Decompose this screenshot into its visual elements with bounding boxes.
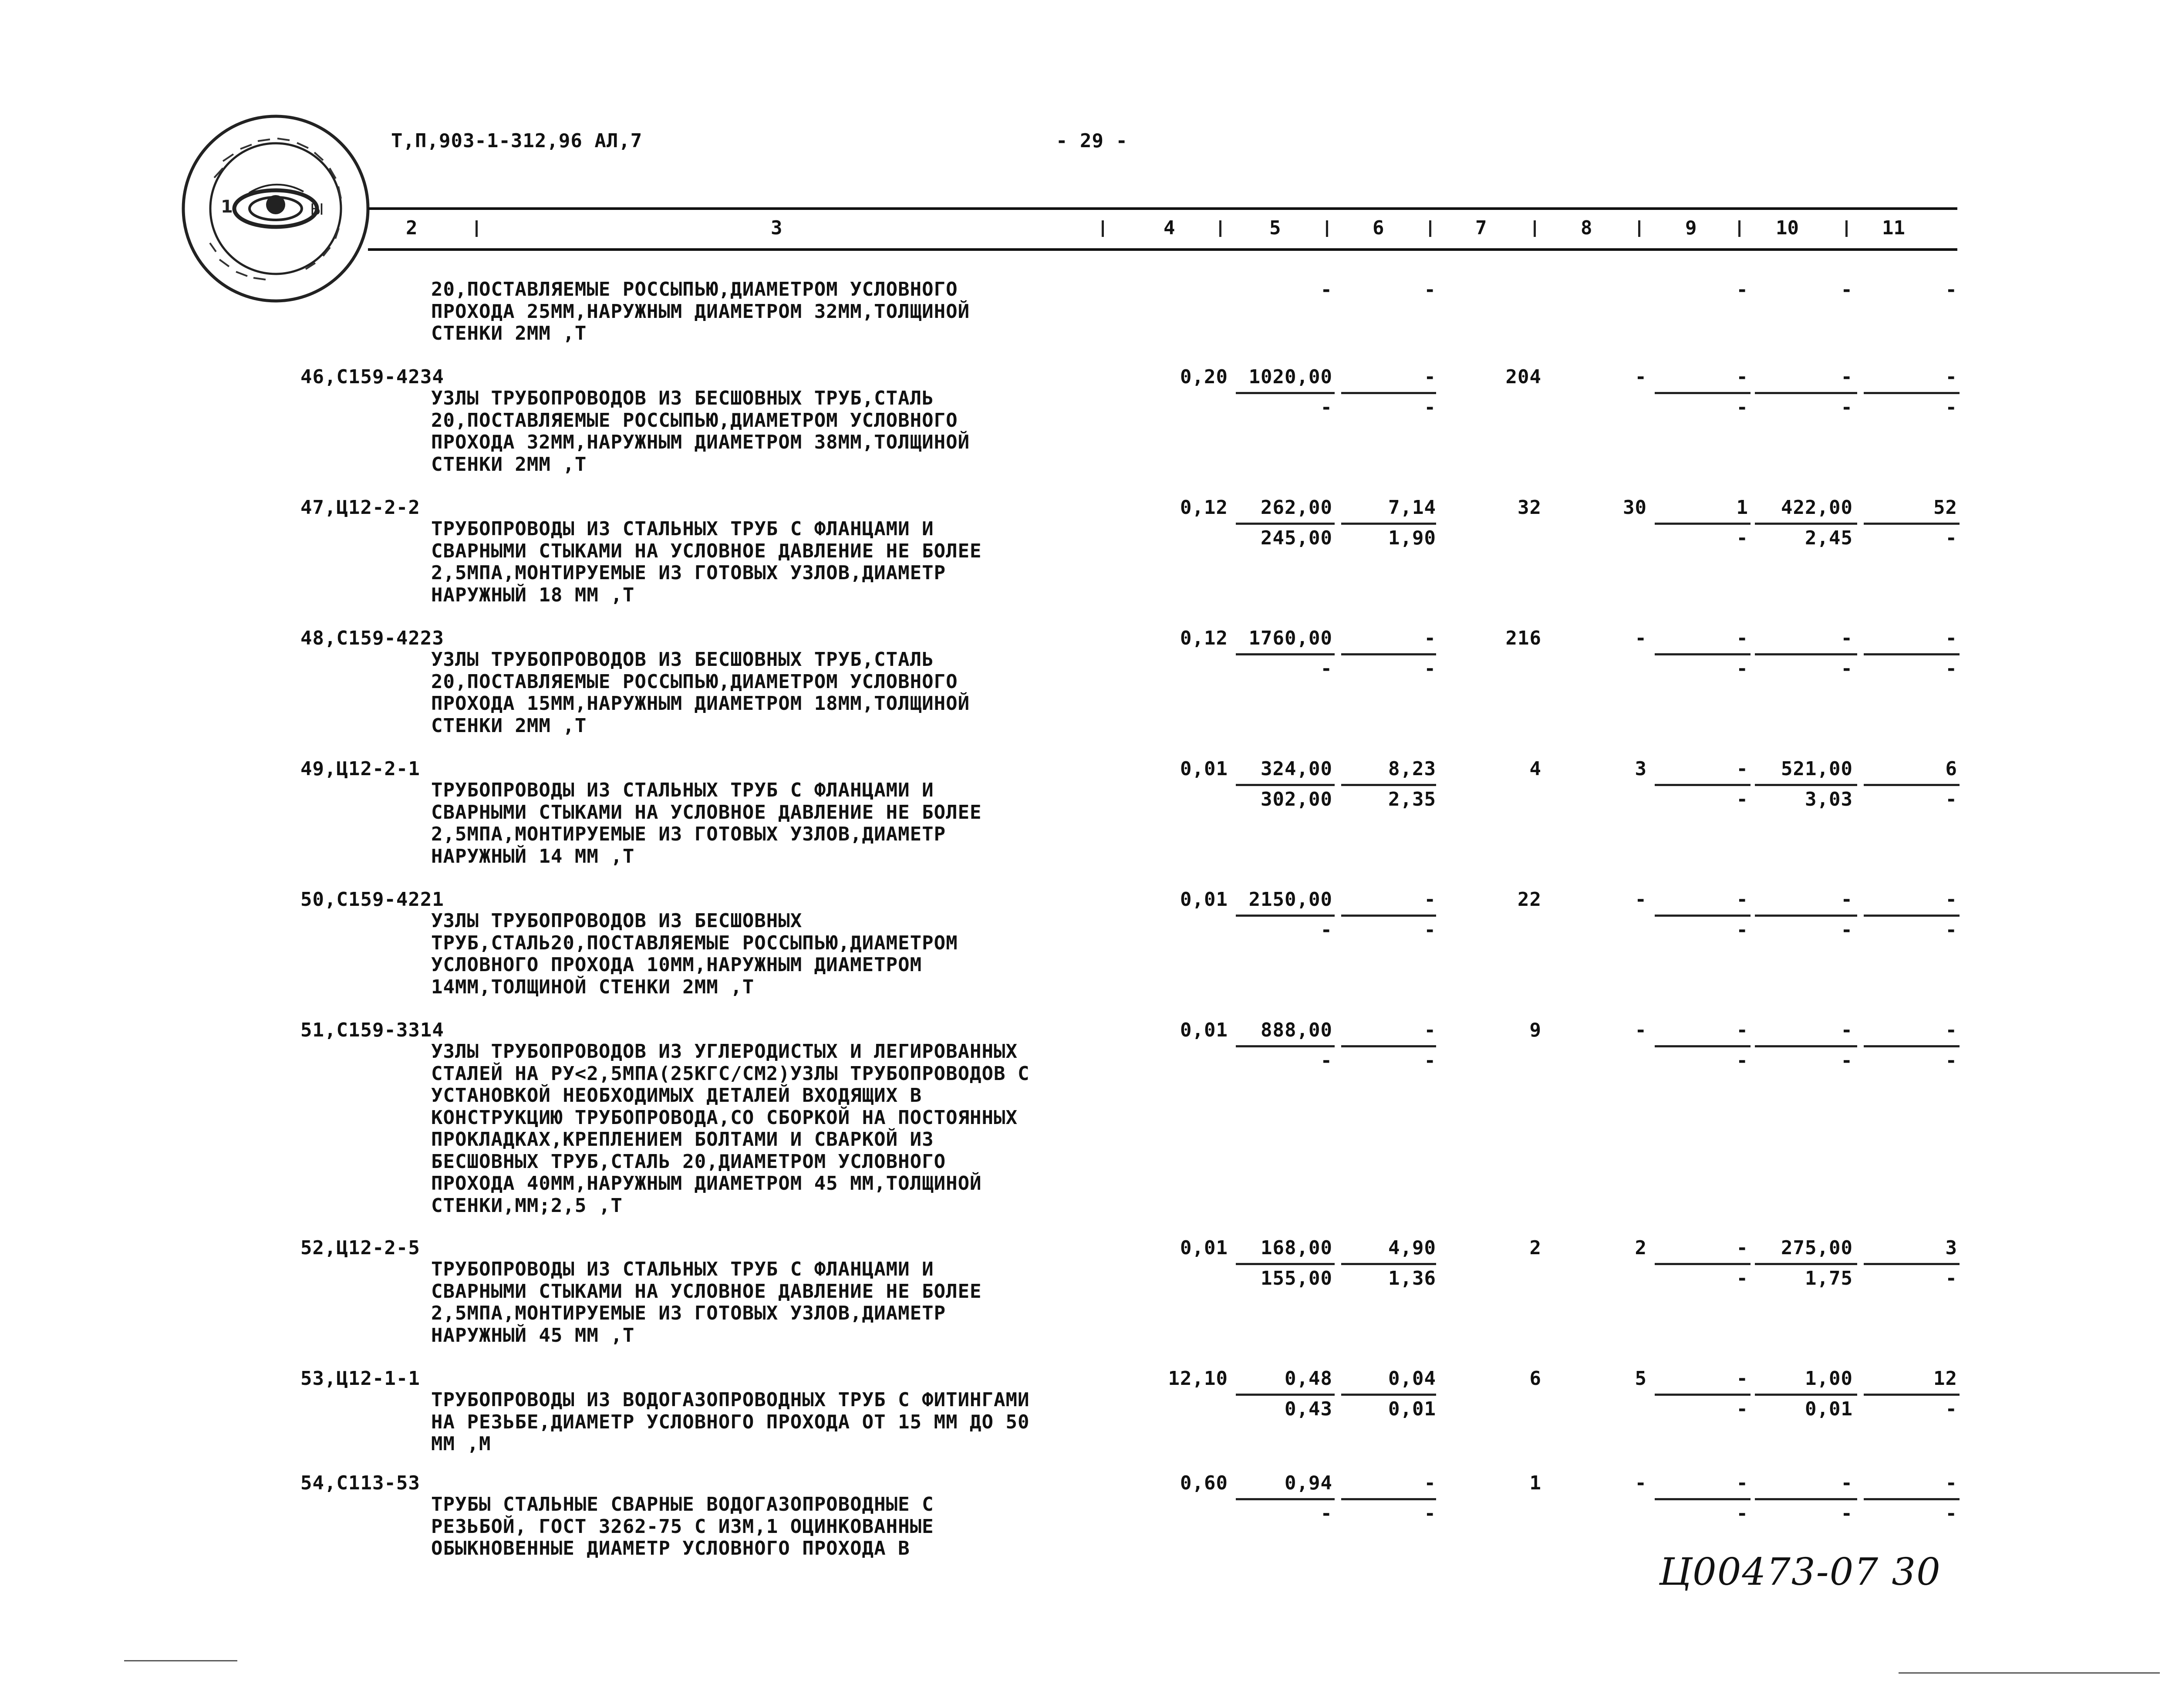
row-description-line: ПРОХОДА 32ММ,НАРУЖНЫМ ДИАМЕТРОМ 38ММ,ТОЛЩИНОЙ	[431, 431, 970, 453]
cell-c10-lower: -	[1841, 658, 1853, 680]
cell-c11-lower: -	[1945, 919, 1957, 941]
cell-c9: 1	[1736, 496, 1748, 519]
row-code: 54,С113-53	[300, 1472, 420, 1494]
cell-c5-lower: -	[1320, 396, 1332, 419]
cell-c9-lower: -	[1736, 396, 1748, 419]
cell-c5-lower: -	[1320, 919, 1332, 941]
fraction-divider	[1755, 653, 1857, 655]
fraction-divider	[1341, 392, 1436, 394]
handwritten-reference: Ц00473-07 30	[1659, 1550, 1941, 1594]
cell-c4: 0,01	[1180, 888, 1228, 911]
column-header-9: 9	[1685, 217, 1697, 239]
organisation-stamp	[179, 112, 372, 305]
cell-c10: 1,00	[1805, 1367, 1853, 1390]
cell-c8: -	[1635, 627, 1647, 649]
svg-text:Ы: Ы	[310, 201, 324, 219]
cell-c7: 204	[1505, 366, 1541, 388]
row-description-line: ПРОХОДА 15ММ,НАРУЖНЫМ ДИАМЕТРОМ 18ММ,ТОЛЩИНОЙ	[431, 692, 970, 715]
cell-c5: 168,00	[1261, 1237, 1332, 1259]
cell-c11: 12	[1933, 1367, 1957, 1390]
cell-c10: -	[1841, 366, 1853, 388]
header-rule-top	[368, 207, 1957, 210]
cell-c7: 1	[1529, 1472, 1541, 1494]
cell-c8: -	[1635, 366, 1647, 388]
fraction-divider	[1864, 392, 1960, 394]
fraction-divider	[1864, 784, 1960, 786]
cell-c10: 275,00	[1781, 1237, 1853, 1259]
fraction-divider	[1655, 523, 1751, 525]
fraction-divider	[1755, 1263, 1857, 1265]
cell-c6-lower: 1,90	[1388, 527, 1436, 549]
row-description-line: 2,5МПА,МОНТИРУЕМЫЕ ИЗ ГОТОВЫХ УЗЛОВ,ДИАМЕТР	[431, 1302, 946, 1324]
cell-c4: 0,12	[1180, 496, 1228, 519]
cell-c11-lower: -	[1945, 396, 1957, 419]
cell-c5: 2150,00	[1248, 888, 1332, 911]
row-description-line: СТЕНКИ 2ММ ,Т	[431, 322, 587, 344]
row-description-line: УЗЛЫ ТРУБОПРОВОДОВ ИЗ БЕСШОВНЫХ	[431, 910, 803, 932]
cell-c5-lower: 302,00	[1261, 788, 1332, 810]
cell-c4: 12,10	[1168, 1367, 1228, 1390]
cell-c11: 3	[1945, 1237, 1957, 1259]
cell-c11-lower: -	[1945, 658, 1957, 680]
cell-c8: 3	[1635, 758, 1647, 780]
cell-c5-lower: 155,00	[1261, 1267, 1332, 1289]
cell-c10-lower: -	[1841, 919, 1853, 941]
row-description-line: СТЕНКИ 2ММ ,Т	[431, 714, 587, 737]
cell-c5-lower: -	[1320, 658, 1332, 680]
cell-c11-lower: -	[1945, 1398, 1957, 1420]
fraction-divider	[1236, 392, 1335, 394]
cell-c10-lower: -	[1841, 1050, 1853, 1072]
cell-c11-lower: -	[1945, 527, 1957, 549]
fraction-divider	[1755, 1045, 1857, 1047]
cell-c4: 0,60	[1180, 1472, 1228, 1494]
cell-c11: 6	[1945, 758, 1957, 780]
row-description-line: 14ММ,ТОЛЩИНОЙ СТЕНКИ 2ММ ,Т	[431, 976, 755, 998]
cell-c6-lower: 1,36	[1388, 1267, 1436, 1289]
cell-c9: -	[1736, 627, 1748, 649]
cell-c9: -	[1736, 1472, 1748, 1494]
row-description-line: УЗЛЫ ТРУБОПРОВОДОВ ИЗ УГЛЕРОДИСТЫХ И ЛЕГИРОВАННЫХ	[431, 1040, 1018, 1063]
column-divider	[1845, 220, 1848, 237]
row-description-line: ПРОКЛАДКАХ,КРЕПЛЕНИЕМ БОЛТАМИ И СВАРКОЙ ИЗ	[431, 1128, 934, 1151]
fraction-divider	[1864, 523, 1960, 525]
cell-c9: -	[1736, 1237, 1748, 1259]
cell-c7: 6	[1529, 1367, 1541, 1390]
row-description-line: СВАРНЫМИ СТЫКАМИ НА УСЛОВНОЕ ДАВЛЕНИЕ НЕ БОЛЕЕ	[431, 801, 982, 824]
row-code: 50,С159-4221	[300, 888, 444, 911]
cell-c10: 422,00	[1781, 496, 1853, 519]
fraction-divider	[1341, 523, 1436, 525]
column-header-6: 6	[1373, 217, 1384, 239]
cell-c6: 8,23	[1388, 758, 1436, 780]
fraction-divider	[1864, 1045, 1960, 1047]
fraction-divider	[1236, 1498, 1335, 1500]
cell-c5: 888,00	[1261, 1019, 1332, 1041]
column-header-7: 7	[1475, 217, 1487, 239]
cell-c4: 0,01	[1180, 758, 1228, 780]
cell-c5-lower: -	[1320, 1050, 1332, 1072]
fraction-divider	[1755, 1498, 1857, 1500]
cell-c9-lower: -	[1736, 919, 1748, 941]
cell-c10: 521,00	[1781, 758, 1853, 780]
row-description-line: УСТАНОВКОЙ НЕОБХОДИМЫХ ДЕТАЛЕЙ ВХОДЯЩИХ В	[431, 1084, 922, 1107]
cell-c6-lower: -	[1424, 1502, 1436, 1525]
cell-c9-lower: -	[1736, 1502, 1748, 1525]
row-description-line: ТРУБОПРОВОДЫ ИЗ СТАЛЬНЫХ ТРУБ С ФЛАНЦАМИ И	[431, 518, 934, 540]
fraction-divider	[1236, 523, 1335, 525]
row-description-line: 2,5МПА,МОНТИРУЕМЫЕ ИЗ ГОТОВЫХ УЗЛОВ,ДИАМЕТР	[431, 562, 946, 584]
cell-c10: -	[1841, 1019, 1853, 1041]
cell-c8: -	[1635, 1019, 1647, 1041]
row-description-line: БЕСШОВНЫХ ТРУБ,СТАЛЬ 20,ДИАМЕТРОМ УСЛОВНОГО	[431, 1150, 946, 1173]
cell-c7: 9	[1529, 1019, 1541, 1041]
fraction-divider	[1655, 1045, 1751, 1047]
page-number: - 29 -	[1056, 130, 1128, 152]
cell-c8: 2	[1635, 1237, 1647, 1259]
row-description-line: СТЕНКИ 2ММ ,Т	[431, 453, 587, 476]
cell-c7: 216	[1505, 627, 1541, 649]
cell-c9-lower: -	[1736, 1267, 1748, 1289]
row-code: 53,Ц12-1-1	[300, 1367, 420, 1390]
cell-c4: 0,20	[1180, 366, 1228, 388]
cell-c6-lower: -	[1424, 1050, 1436, 1072]
row-description-line: КОНСТРУКЦИЮ ТРУБОПРОВОДА,СО СБОРКОЙ НА ПОСТОЯННЫХ	[431, 1106, 1018, 1129]
cell-c4: 0,12	[1180, 627, 1228, 649]
fraction-divider	[1341, 784, 1436, 786]
cell-c11: -	[1945, 888, 1957, 911]
svg-text:1: 1	[221, 197, 233, 217]
fraction-divider	[1236, 1045, 1335, 1047]
row-description-line: СТАЛЕЙ НА РУ<2,5МПА(25КГС/СМ2)УЗЛЫ ТРУБОПРОВОДОВ С	[431, 1062, 1030, 1085]
cell-c6: 4,90	[1388, 1237, 1436, 1259]
cell-c9-lower: -	[1736, 788, 1748, 810]
fraction-divider	[1341, 1498, 1436, 1500]
document-reference: Т,П,903-1-312,96 АЛ,7	[391, 130, 643, 152]
cell-c11: -	[1945, 627, 1957, 649]
row-description-line: 20,ПОСТАВЛЯЕМЫЕ РОССЫПЬЮ,ДИАМЕТРОМ УСЛОВНОГО	[431, 278, 958, 300]
row-description-line: ПРОХОДА 40ММ,НАРУЖНЫМ ДИАМЕТРОМ 45 ММ,ТОЛЩИНОЙ	[431, 1172, 982, 1195]
row-description-line: НАРУЖНЫЙ 14 ММ ,Т	[431, 845, 635, 868]
row-description-line: 20,ПОСТАВЛЯЕМЫЕ РОССЫПЬЮ,ДИАМЕТРОМ УСЛОВНОГО	[431, 670, 958, 693]
cell-c9: -	[1736, 279, 1748, 301]
column-header-3: 3	[771, 217, 783, 239]
row-description-line: ПРОХОДА 25ММ,НАРУЖНЫМ ДИАМЕТРОМ 32ММ,ТОЛЩИНОЙ	[431, 300, 970, 323]
cell-c6: -	[1424, 627, 1436, 649]
column-divider	[1738, 220, 1740, 237]
cell-c6-lower: -	[1424, 658, 1436, 680]
fraction-divider	[1864, 915, 1960, 917]
column-divider	[1429, 220, 1431, 237]
cell-c6: -	[1424, 888, 1436, 911]
fraction-divider	[1655, 1394, 1751, 1396]
cell-c9: -	[1736, 888, 1748, 911]
cell-c11: -	[1945, 1019, 1957, 1041]
cell-c9-lower: -	[1736, 527, 1748, 549]
cell-c11-lower: -	[1945, 1267, 1957, 1289]
cell-c7: 22	[1518, 888, 1541, 911]
row-description-line: СТЕНКИ,ММ;2,5 ,Т	[431, 1194, 623, 1217]
column-divider	[1102, 220, 1104, 237]
fraction-divider	[1864, 1498, 1960, 1500]
cell-c4: 0,01	[1180, 1019, 1228, 1041]
cell-c11: -	[1945, 366, 1957, 388]
cell-c6: 7,14	[1388, 496, 1436, 519]
column-divider	[1326, 220, 1328, 237]
fraction-divider	[1755, 915, 1857, 917]
fraction-divider	[1236, 653, 1335, 655]
row-description-line: УЗЛЫ ТРУБОПРОВОДОВ ИЗ БЕСШОВНЫХ ТРУБ,СТАЛЬ	[431, 648, 934, 671]
row-code: 47,Ц12-2-2	[300, 496, 420, 519]
cell-c6-lower: -	[1424, 919, 1436, 941]
column-header-2: 2	[406, 217, 418, 239]
cell-c10: -	[1841, 279, 1853, 301]
fraction-divider	[1236, 784, 1335, 786]
cell-c9: -	[1736, 758, 1748, 780]
fraction-divider	[1755, 392, 1857, 394]
fraction-divider	[1655, 1498, 1751, 1500]
row-description-line: 2,5МПА,МОНТИРУЕМЫЕ ИЗ ГОТОВЫХ УЗЛОВ,ДИАМЕТР	[431, 823, 946, 845]
cell-c11-lower: -	[1945, 1050, 1957, 1072]
column-header-10: 10	[1776, 217, 1799, 239]
cell-c9: -	[1736, 366, 1748, 388]
fraction-divider	[1341, 1263, 1436, 1265]
cell-c5: -	[1320, 279, 1332, 301]
fraction-divider	[1236, 1394, 1335, 1396]
fraction-divider	[1236, 1263, 1335, 1265]
column-header-4: 4	[1164, 217, 1175, 239]
row-code: 49,Ц12-2-1	[300, 758, 420, 780]
row-code: 51,С159-3314	[300, 1019, 444, 1041]
cell-c10-lower: 1,75	[1805, 1267, 1853, 1289]
fraction-divider	[1655, 1263, 1751, 1265]
fraction-divider	[1655, 653, 1751, 655]
cell-c5-lower: -	[1320, 1502, 1332, 1525]
column-divider	[1534, 220, 1536, 237]
row-description-line: СВАРНЫМИ СТЫКАМИ НА УСЛОВНОЕ ДАВЛЕНИЕ НЕ БОЛЕЕ	[431, 1280, 982, 1303]
row-description-line: 20,ПОСТАВЛЯЕМЫЕ РОССЫПЬЮ,ДИАМЕТРОМ УСЛОВНОГО	[431, 409, 958, 432]
fraction-divider	[1655, 915, 1751, 917]
row-description-line: ТРУБОПРОВОДЫ ИЗ СТАЛЬНЫХ ТРУБ С ФЛАНЦАМИ И	[431, 1258, 934, 1280]
row-description-line: СВАРНЫМИ СТЫКАМИ НА УСЛОВНОЕ ДАВЛЕНИЕ НЕ БОЛЕЕ	[431, 540, 982, 562]
cell-c6: 0,04	[1388, 1367, 1436, 1390]
cell-c6-lower: -	[1424, 396, 1436, 419]
cell-c5: 1020,00	[1248, 366, 1332, 388]
cell-c5-lower: 245,00	[1261, 527, 1332, 549]
cell-c7: 4	[1529, 758, 1541, 780]
cell-c9: -	[1736, 1367, 1748, 1390]
cell-c4: 0,01	[1180, 1237, 1228, 1259]
row-description-line: РЕЗЬБОЙ, ГОСТ 3262-75 С ИЗМ,1 ОЦИНКОВАННЫЕ	[431, 1515, 934, 1538]
row-code: 52,Ц12-2-5	[300, 1237, 420, 1259]
cell-c7: 2	[1529, 1237, 1541, 1259]
cell-c6: -	[1424, 1472, 1436, 1494]
cell-c6: -	[1424, 1019, 1436, 1041]
cell-c10: -	[1841, 627, 1853, 649]
cell-c6-lower: 2,35	[1388, 788, 1436, 810]
row-description-line: УСЛОВНОГО ПРОХОДА 10ММ,НАРУЖНЫМ ДИАМЕТРОМ	[431, 954, 922, 976]
row-description-line: НАРУЖНЫЙ 18 ММ ,Т	[431, 584, 635, 606]
column-divider	[1219, 220, 1221, 237]
cell-c11: 52	[1933, 496, 1957, 519]
cell-c5: 0,94	[1285, 1472, 1332, 1494]
fraction-divider	[1655, 784, 1751, 786]
cell-c11: -	[1945, 1472, 1957, 1494]
row-description-line: НА РЕЗЬБЕ,ДИАМЕТР УСЛОВНОГО ПРОХОДА ОТ 15 ММ ДО 50	[431, 1411, 1030, 1433]
cell-c10: -	[1841, 888, 1853, 911]
cell-c5: 324,00	[1261, 758, 1332, 780]
cell-c7: 32	[1518, 496, 1541, 519]
fraction-divider	[1655, 392, 1751, 394]
row-description-line: ММ ,М	[431, 1433, 491, 1455]
fraction-divider	[1864, 1263, 1960, 1265]
row-description-line: ТРУБОПРОВОДЫ ИЗ ВОДОГАЗОПРОВОДНЫХ ТРУБ С ФИТИНГАМИ	[431, 1389, 1030, 1411]
cell-c5-lower: 0,43	[1285, 1398, 1332, 1420]
row-description-line: НАРУЖНЫЙ 45 ММ ,Т	[431, 1324, 635, 1347]
scan-edge-line	[124, 1660, 237, 1661]
row-description-line: ТРУБ,СТАЛЬ20,ПОСТАВЛЯЕМЫЕ РОССЫПЬЮ,ДИАМЕТРОМ	[431, 932, 958, 954]
cell-c9-lower: -	[1736, 1398, 1748, 1420]
column-header-11: 11	[1882, 217, 1905, 239]
column-divider	[1638, 220, 1640, 237]
column-header-5: 5	[1269, 217, 1281, 239]
cell-c9: -	[1736, 1019, 1748, 1041]
cell-c8: 5	[1635, 1367, 1647, 1390]
cell-c9-lower: -	[1736, 658, 1748, 680]
cell-c10: -	[1841, 1472, 1853, 1494]
fraction-divider	[1341, 915, 1436, 917]
row-description-line: УЗЛЫ ТРУБОПРОВОДОВ ИЗ БЕСШОВНЫХ ТРУБ,СТАЛЬ	[431, 387, 934, 409]
row-code: 46,С159-4234	[300, 366, 444, 388]
column-divider	[476, 220, 478, 237]
fraction-divider	[1864, 653, 1960, 655]
header-rule-bottom	[368, 248, 1957, 251]
column-header-8: 8	[1581, 217, 1592, 239]
cell-c11: -	[1945, 279, 1957, 301]
cell-c5: 0,48	[1285, 1367, 1332, 1390]
cell-c8: -	[1635, 1472, 1647, 1494]
fraction-divider	[1341, 1394, 1436, 1396]
cell-c5: 262,00	[1261, 496, 1332, 519]
fraction-divider	[1755, 523, 1857, 525]
scan-edge-line	[1899, 1672, 2160, 1674]
fraction-divider	[1755, 784, 1857, 786]
fraction-divider	[1341, 1045, 1436, 1047]
cell-c8: 30	[1623, 496, 1647, 519]
cell-c10-lower: 3,03	[1805, 788, 1853, 810]
cell-c11-lower: -	[1945, 788, 1957, 810]
cell-c6: -	[1424, 279, 1436, 301]
cell-c10-lower: -	[1841, 1502, 1853, 1525]
row-description-line: ТРУБЫ СТАЛЬНЫЕ СВАРНЫЕ ВОДОГАЗОПРОВОДНЫЕ С	[431, 1493, 934, 1516]
cell-c6: -	[1424, 366, 1436, 388]
cell-c10-lower: 0,01	[1805, 1398, 1853, 1420]
cell-c6-lower: 0,01	[1388, 1398, 1436, 1420]
cell-c9-lower: -	[1736, 1050, 1748, 1072]
row-description-line: ТРУБОПРОВОДЫ ИЗ СТАЛЬНЫХ ТРУБ С ФЛАНЦАМИ И	[431, 779, 934, 801]
row-description-line: ОБЫКНОВЕННЫЕ ДИАМЕТР УСЛОВНОГО ПРОХОДА В	[431, 1537, 910, 1559]
cell-c10-lower: 2,45	[1805, 527, 1853, 549]
fraction-divider	[1341, 653, 1436, 655]
row-code: 48,С159-4223	[300, 627, 444, 649]
cell-c10-lower: -	[1841, 396, 1853, 419]
cell-c11-lower: -	[1945, 1502, 1957, 1525]
fraction-divider	[1864, 1394, 1960, 1396]
fraction-divider	[1236, 915, 1335, 917]
cell-c5: 1760,00	[1248, 627, 1332, 649]
cell-c8: -	[1635, 888, 1647, 911]
fraction-divider	[1755, 1394, 1857, 1396]
